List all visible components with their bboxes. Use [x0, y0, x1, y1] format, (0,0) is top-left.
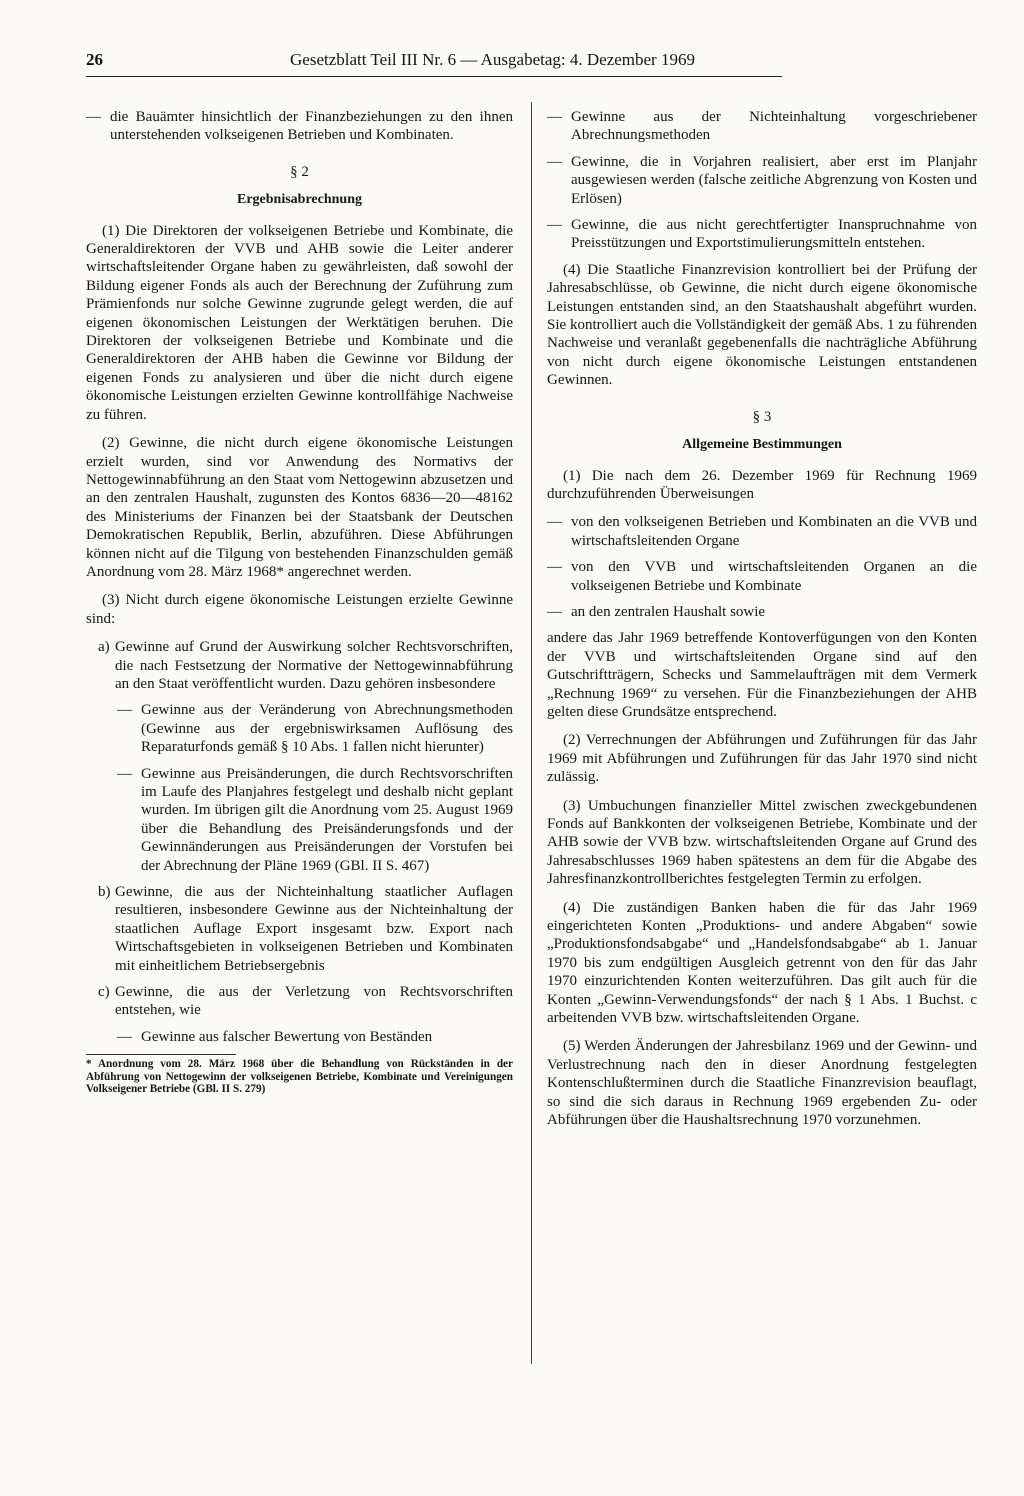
list-item-text: Gewinne aus falscher Bewertung von Beständen — [141, 1028, 433, 1045]
footnote: * Anordnung vom 28. März 1968 über die Behandlung von Rückständen in der Abführung von Nettogewinn der volkseigenen Betriebe, Kombinate und Vereinigungen Volkseigener Betriebe (GBl. II S. 279) — [86, 1058, 513, 1096]
list-item-text: Gewinne, die aus der Nichteinhaltung staatlicher Auflagen resultieren, insbesondere Gewinne aus der Nichteinhaltung der staatlichen Auflage Export insgesamt bzw. Export nach Wirtschaftsgebieten in volkseigenen Betrieben und Kombinaten mit einheitlichem Betriebsergebnis — [115, 884, 513, 974]
dash-marker: — — [117, 765, 132, 782]
list-item-text: Gewinne, die in Vorjahren realisiert, aber erst im Planjahr ausgewiesen werden (falsche zeitliche Abgrenzung von Kosten und Erlösen) — [571, 153, 977, 207]
column-divider — [531, 102, 532, 1364]
list-item — [86, 108, 513, 145]
list-item-text: Gewinne, die aus nicht gerechtfertigter Inanspruchnahme von Preisstützungen und Exportstimulierungsmitteln entstehen. — [571, 217, 977, 252]
list-item-text: von den volkseigenen Betrieben und Kombinaten an die VVB und wirtschaftsleitenden Organe — [571, 514, 977, 549]
list-item-text: Gewinne auf Grund der Auswirkung solcher Rechtsvorschriften, die nach Festsetzung der Normative der Nettogewinnabführung an den Staat veröffentlicht wurden. Dazu gehören insbesondere — [115, 639, 513, 692]
header-rule — [86, 76, 782, 77]
list-marker: a) — [98, 639, 110, 656]
list-item-text: Gewinne aus der Nichteinhaltung vorgeschriebener Abrechnungsmethoden — [571, 109, 977, 144]
dash-marker: — — [547, 217, 562, 234]
dash-marker: — — [86, 109, 101, 125]
right-column — [547, 108, 977, 1140]
dash-marker: — — [547, 559, 562, 576]
list-marker: c) — [98, 984, 110, 1001]
paragraph: (2) Verrechnungen der Abführungen und Zuführungen für das Jahr 1969 mit Abführungen und Zuführungen für das Jahr 1970 sind nicht zulässig. — [547, 732, 977, 786]
list-marker: b) — [98, 884, 111, 901]
left-column — [86, 108, 513, 1096]
list-item — [86, 1028, 513, 1046]
section-number: § 2 — [290, 163, 309, 180]
paragraph: (5) Werden Änderungen der Jahresbilanz 1969 und der Gewinn- und Verlustrechnung nach den in dieser Anordnung festgelegten Kontenschlußterminen durch die Staatliche Finanzrevision beauflagt, so sind die sich daraus in Rechnung 1969 ergebenden Zu- oder Abführungen über die Haushaltsrechnung 1970 vorzunehmen. — [547, 1038, 977, 1129]
list-item-text: von den VVB und wirtschaftsleitenden Organen an die volkseigenen Betriebe und Kombinate — [571, 559, 977, 594]
paragraph: (4) Die Staatliche Finanzrevision kontrolliert bei der Prüfung der Jahresabschlüsse, ob Gewinne, die nicht durch eigene ökonomische Leistungen entstanden sind, an den Staatshaushalt abgeführt wurden. Sie kontrolliert auch die Vollständigkeit der gemäß Abs. 1 zu führenden Nachweise und veranlaßt gegebenenfalls die nachträgliche Abführung von nicht durch eigene ökonomische Leistungen entstandenen Gewinnen. — [547, 261, 977, 389]
page-header — [86, 50, 786, 76]
dash-marker: — — [547, 514, 562, 531]
footnote-rule — [86, 1054, 236, 1055]
list-item — [547, 216, 977, 253]
list-item-text: Gewinne, die aus der Verletzung von Rechtsvorschriften entstehen, wie — [115, 984, 513, 1019]
paragraph: (1) Die Direktoren der volkseigenen Betriebe und Kombinate, die Generaldirektoren der VVB und AHB sowie die Leiter anderer wirtschaftsleitender Organe haben zu gewährleisten, daß sowohl der Bildung eigener Fonds als auch der Berechnung der Zuführung zum Prämienfonds nur solche Gewinne zugrunde gelegt werden, die auf eigenen ökonomischen Leistungen der Werktätigen beruhen. Die Direktoren der volkseigenen Betriebe und Kombinate und die Generaldirektoren der AHB haben die Gewinne vor Bildung der eigenen Fonds zu analysieren und über die nicht durch eigene ökonomische Leistungen erzielten Gewinne kontrollfähige Nachweise zu führen. — [86, 222, 513, 423]
list-item — [547, 153, 977, 208]
dash-marker: — — [117, 702, 132, 719]
section-title: Ergebnisabrechnung — [237, 192, 362, 208]
list-item — [547, 603, 977, 621]
paragraph: (3) Nicht durch eigene ökonomische Leistungen erzielte Gewinne sind: — [86, 592, 513, 627]
list-item-text: Gewinne aus Preisänderungen, die durch Rechtsvorschriften im Laufe des Planjahres festgelegt und deshalb nicht geplant wurden. Im übrigen gilt die Anordnung vom 25. August 1969 über die Behandlung des Preisänderungsfonds und der Gewinnänderungen aus Preisänderungen der Vorstufen bei der Abrechnung der Pläne 1969 (GBl. II S. 467) — [141, 765, 513, 874]
section-title: Allgemeine Bestimmungen — [682, 437, 842, 453]
list-item — [86, 983, 513, 1020]
list-item-text: die Bauämter hinsichtlich der Finanzbeziehungen zu den ihnen unterstehenden volkseigenen Betrieben und Kombinaten. — [110, 109, 513, 144]
list-item-text: an den zentralen Haushalt sowie — [571, 603, 766, 620]
paragraph: andere das Jahr 1969 betreffende Kontoverfügungen von den Konten der VVB und wirtschaftsleitenden Organe sind auf den Gutschriftträgern, Schecks und Sammelaufträgen mit dem Vermerk „Rechnung 1969“ zu versehen. Für die Finanzbeziehungen der AHB gelten diese Grundsätze entsprechend. — [547, 630, 977, 720]
list-item — [86, 883, 513, 975]
dash-marker: — — [547, 153, 562, 170]
paragraph: (4) Die zuständigen Banken haben die für das Jahr 1969 eingerichteten Konten „Produktions- und andere Abgaben“ sowie „Produktionsfondsabgabe“ und „Handelsfondsabgabe“ ab 1. Januar 1970 bis zum endgültigen Ausgleich getrennt von den für das Jahr 1970 einzurichtenden Konten weiterzuführen. Das gilt auch für die Konten „Gewinn-Verwendungsfonds“ der nach § 1 Abs. 1 Buchst. c arbeitenden VVB bzw. wirtschaftsleitenden Organe. — [547, 899, 977, 1027]
dash-marker: — — [547, 109, 562, 125]
dash-marker: — — [547, 603, 562, 620]
list-item — [547, 108, 977, 145]
list-item-text: Gewinne aus der Veränderung von Abrechnungsmethoden (Gewinne aus der ergebniswirksamen Auflösung des Reparaturfonds gemäß § 10 Abs. 1 fallen nicht hierunter) — [141, 702, 513, 756]
paragraph: (2) Gewinne, die nicht durch eigene ökonomische Leistungen erzielt wurden, sind vor Anwendung des Normativs der Nettogewinnabführung an den Staat vom Nettogewinn abzusetzen und an den zentralen Haushalt, zugunsten des Kontos 6836—20—48162 des Ministeriums der Finanzen bei der Staatsbank der Deutschen Demokratischen Republik, Berlin, abzuführen. Diese Abführungen können nicht auf die Tilgung von bestehenden Finanzschulden gemäß Anordnung vom 28. März 1968* angerechnet werden. — [86, 435, 513, 580]
list-item — [86, 765, 513, 875]
list-item — [547, 513, 977, 550]
page-number: 26 — [86, 50, 103, 69]
paragraph: (3) Umbuchungen finanzieller Mittel zwischen zweckgebundenen Fonds auf Bankkonten der volkseigenen Betriebe, Kombinate und der AHB sowie der VVB bzw. wirtschaftsleitenden Organe auf Grund des Jahresabschlusses 1969 haben spätestens an dem für die Abgabe des Jahresfinanzkontrollberichtes festgelegten Termin zu erfolgen. — [547, 797, 977, 888]
paragraph: (1) Die nach dem 26. Dezember 1969 für Rechnung 1969 durchzuführenden Überweisungen — [547, 467, 977, 502]
list-item — [547, 558, 977, 595]
list-item — [86, 701, 513, 756]
dash-marker: — — [117, 1028, 132, 1045]
section-number: § 3 — [752, 408, 772, 425]
running-title: Gesetzblatt Teil III Nr. 6 — Ausgabetag: 4. Dezember 1969 — [290, 50, 695, 69]
list-item — [86, 638, 513, 693]
